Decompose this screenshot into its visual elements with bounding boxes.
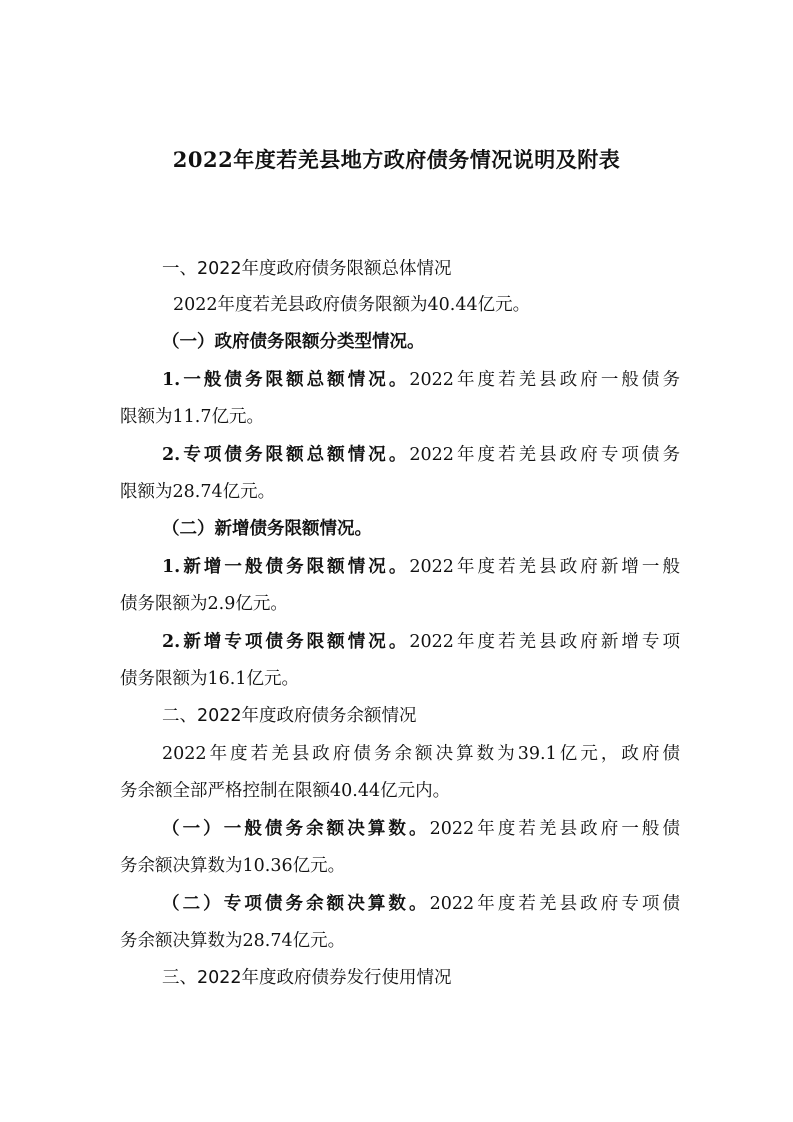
section1-heading: 一、2022年度政府债务限额总体情况 <box>162 259 452 279</box>
section2-sub2-lead: （二）专项债务余额决算数。 <box>162 894 430 914</box>
section1-sub1-item1-lead: 1.一般债务限额总额情况。 <box>162 370 410 390</box>
section2-sub2-line1 <box>162 892 680 916</box>
section2-sub1-text: 2022年度若羌县政府一般债 <box>429 819 680 839</box>
section1-sub2-item2-line2: 债务限额为16.1亿元。 <box>120 669 299 689</box>
section1-sub1-item2-line1 <box>162 443 680 467</box>
section1-sub1-item2-line2: 限额为28.74亿元。 <box>120 482 276 502</box>
section1-sub2-item1-text: 2022年度若羌县政府新增一般 <box>409 557 680 577</box>
section1-sub2-item2-lead: 2.新增专项债务限额情况。 <box>162 632 410 652</box>
section2-para-line2: 务余额全部严格控制在限额40.44亿元内。 <box>120 781 451 801</box>
section1-sub1-heading: （一）政府债务限额分类型情况。 <box>162 332 425 352</box>
section3-heading: 三、2022年度政府债券发行使用情况 <box>162 968 452 988</box>
section1-sub2-item1-line2: 债务限额为2.9亿元。 <box>120 594 288 614</box>
section2-para-line1: 2022年度若羌县政府债务余额决算数为39.1亿元，政府债 <box>162 744 680 764</box>
section1-sub1-item1-text: 2022年度若羌县政府一般债务 <box>409 370 680 390</box>
section1-sub2-item2-text: 2022年度若羌县政府新增专项 <box>409 632 680 652</box>
section2-sub2-text: 2022年度若羌县政府专项债 <box>429 894 680 914</box>
section2-heading: 二、2022年度政府债务余额情况 <box>162 706 417 726</box>
section2-sub1-line2: 务余额决算数为10.36亿元。 <box>120 856 346 876</box>
section1-sub1-item1-line2: 限额为11.7亿元。 <box>120 407 264 427</box>
section2-sub1-line1 <box>162 817 680 841</box>
section1-sub2-item1-line1 <box>162 555 680 579</box>
section2-sub1-lead: （一）一般债务余额决算数。 <box>162 819 430 839</box>
section1-sub1-item2-lead: 2.专项债务限额总额情况。 <box>162 445 410 465</box>
section1-sub1-item2-text: 2022年度若羌县政府专项债务 <box>409 445 680 465</box>
section2-sub2-line2: 务余额决算数为28.74亿元。 <box>120 931 346 951</box>
document-title: 2022年度若羌县地方政府债务情况说明及附表 <box>172 147 621 172</box>
section1-sub1-item1-line1 <box>162 368 680 392</box>
section1-sub2-item2-line1 <box>162 630 680 654</box>
section1-summary: 2022年度若羌县政府债务限额为40.44亿元。 <box>173 295 531 315</box>
section1-sub2-item1-lead: 1.新增一般债务限额情况。 <box>162 557 410 577</box>
section1-sub2-heading: （二）新增债务限额情况。 <box>162 519 372 539</box>
